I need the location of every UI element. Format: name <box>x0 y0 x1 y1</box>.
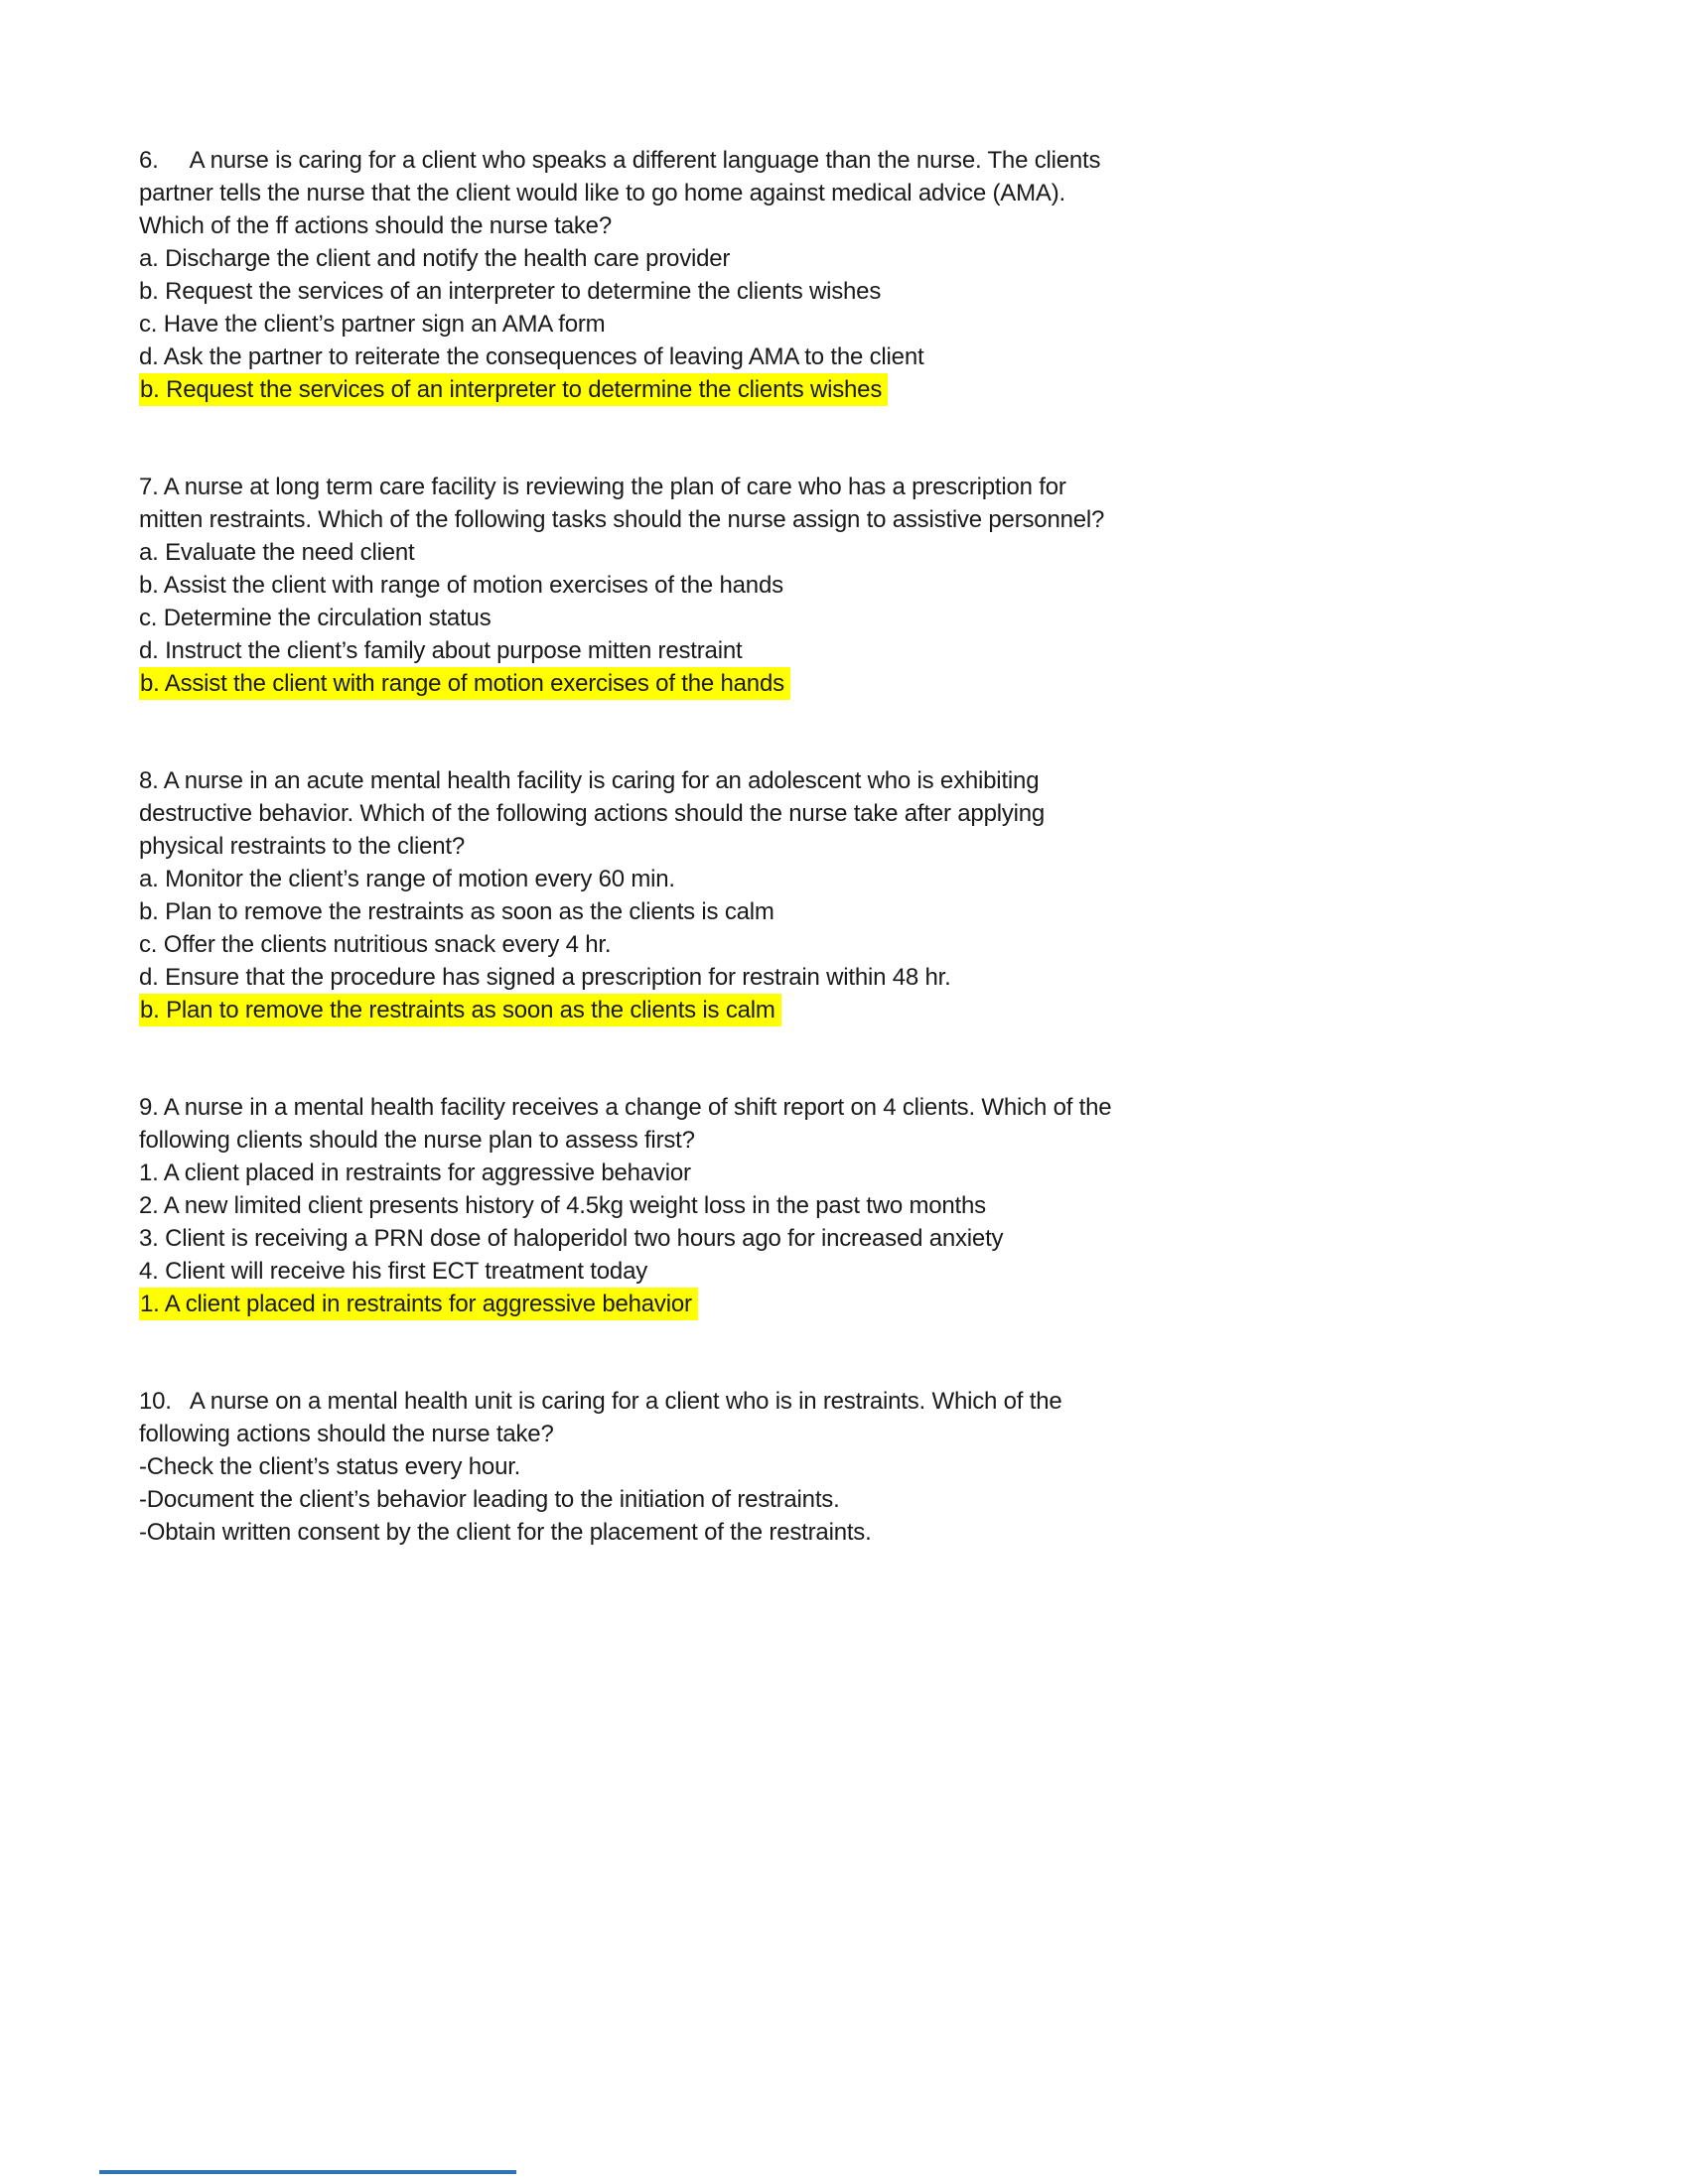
highlighted-answer: b. Plan to remove the restraints as soon as the clients is calm <box>139 994 781 1026</box>
highlighted-answer-line <box>139 373 1132 406</box>
question-option: -Obtain written consent by the client for the placement of the restraints. <box>139 1519 872 1546</box>
question-stem: 8. A nurse in an acute mental health facility is caring for an adolescent who is exhibiting destructive behavior. Which of the following actions should the nurse take after applying physical restraints to the client? <box>139 767 1052 860</box>
question-stem: 7. A nurse at long term care facility is reviewing the plan of care who has a prescription for mitten restraints. Which of the following tasks should the nurse assign to assistive personnel? <box>139 474 1105 533</box>
question-stem: 10. A nurse on a mental health unit is caring for a client who is in restraints. Which of the following actions should the nurse take? <box>139 1388 1068 1447</box>
question-stem: 6. A nurse is caring for a client who speaks a different language than the nurse. The clients partner tells the nurse that the client would like to go home against medical advice (AMA). Which of the ff actions should the nurse take? <box>139 147 1107 239</box>
highlighted-answer: 1. A client placed in restraints for aggressive behavior <box>139 1288 698 1320</box>
question-option: b. Request the services of an interpreter to determine the clients wishes <box>139 278 882 305</box>
question-option: d. Instruct the client’s family about purpose mitten restraint <box>139 637 743 664</box>
document-page <box>139 144 1132 1613</box>
question-block-8 <box>139 764 1132 1026</box>
question-option: -Check the client’s status every hour. <box>139 1453 521 1480</box>
highlighted-answer-line <box>139 994 1132 1026</box>
question-option: c. Determine the circulation status <box>139 605 492 631</box>
question-option: b. Plan to remove the restraints as soon as the clients is calm <box>139 898 774 925</box>
highlighted-answer-line <box>139 1288 1132 1320</box>
question-option: c. Have the client’s partner sign an AMA form <box>139 311 606 338</box>
question-option: b. Assist the client with range of motion exercises of the hands <box>139 572 783 599</box>
question-option: 1. A client placed in restraints for aggressive behavior <box>139 1160 691 1186</box>
question-block-7 <box>139 471 1132 700</box>
question-option: a. Evaluate the need client <box>139 539 415 566</box>
question-option: 4. Client will receive his first ECT treatment today <box>139 1258 648 1285</box>
question-option: d. Ask the partner to reiterate the consequences of leaving AMA to the client <box>139 343 924 370</box>
question-block-10 <box>139 1385 1132 1549</box>
highlighted-answer-line <box>139 667 1132 700</box>
question-option: a. Discharge the client and notify the health care provider <box>139 245 731 272</box>
question-stem: 9. A nurse in a mental health facility receives a change of shift report on 4 clients. Which of the following clients should the nurse plan to assess first? <box>139 1094 1118 1154</box>
question-option: -Document the client’s behavior leading to the initiation of restraints. <box>139 1486 840 1513</box>
question-block-6 <box>139 144 1132 406</box>
question-option: 3. Client is receiving a PRN dose of haloperidol two hours ago for increased anxiety <box>139 1225 1004 1252</box>
question-option: d. Ensure that the procedure has signed a prescription for restrain within 48 hr. <box>139 964 951 991</box>
question-block-9 <box>139 1091 1132 1320</box>
bottom-blue-rule <box>99 2170 516 2174</box>
question-option: a. Monitor the client’s range of motion every 60 min. <box>139 866 675 892</box>
highlighted-answer: b. Assist the client with range of motion exercises of the hands <box>139 667 790 700</box>
highlighted-answer: b. Request the services of an interpreter to determine the clients wishes <box>139 373 888 406</box>
question-option: 2. A new limited client presents history of 4.5kg weight loss in the past two months <box>139 1192 986 1219</box>
question-option: c. Offer the clients nutritious snack every 4 hr. <box>139 931 612 958</box>
